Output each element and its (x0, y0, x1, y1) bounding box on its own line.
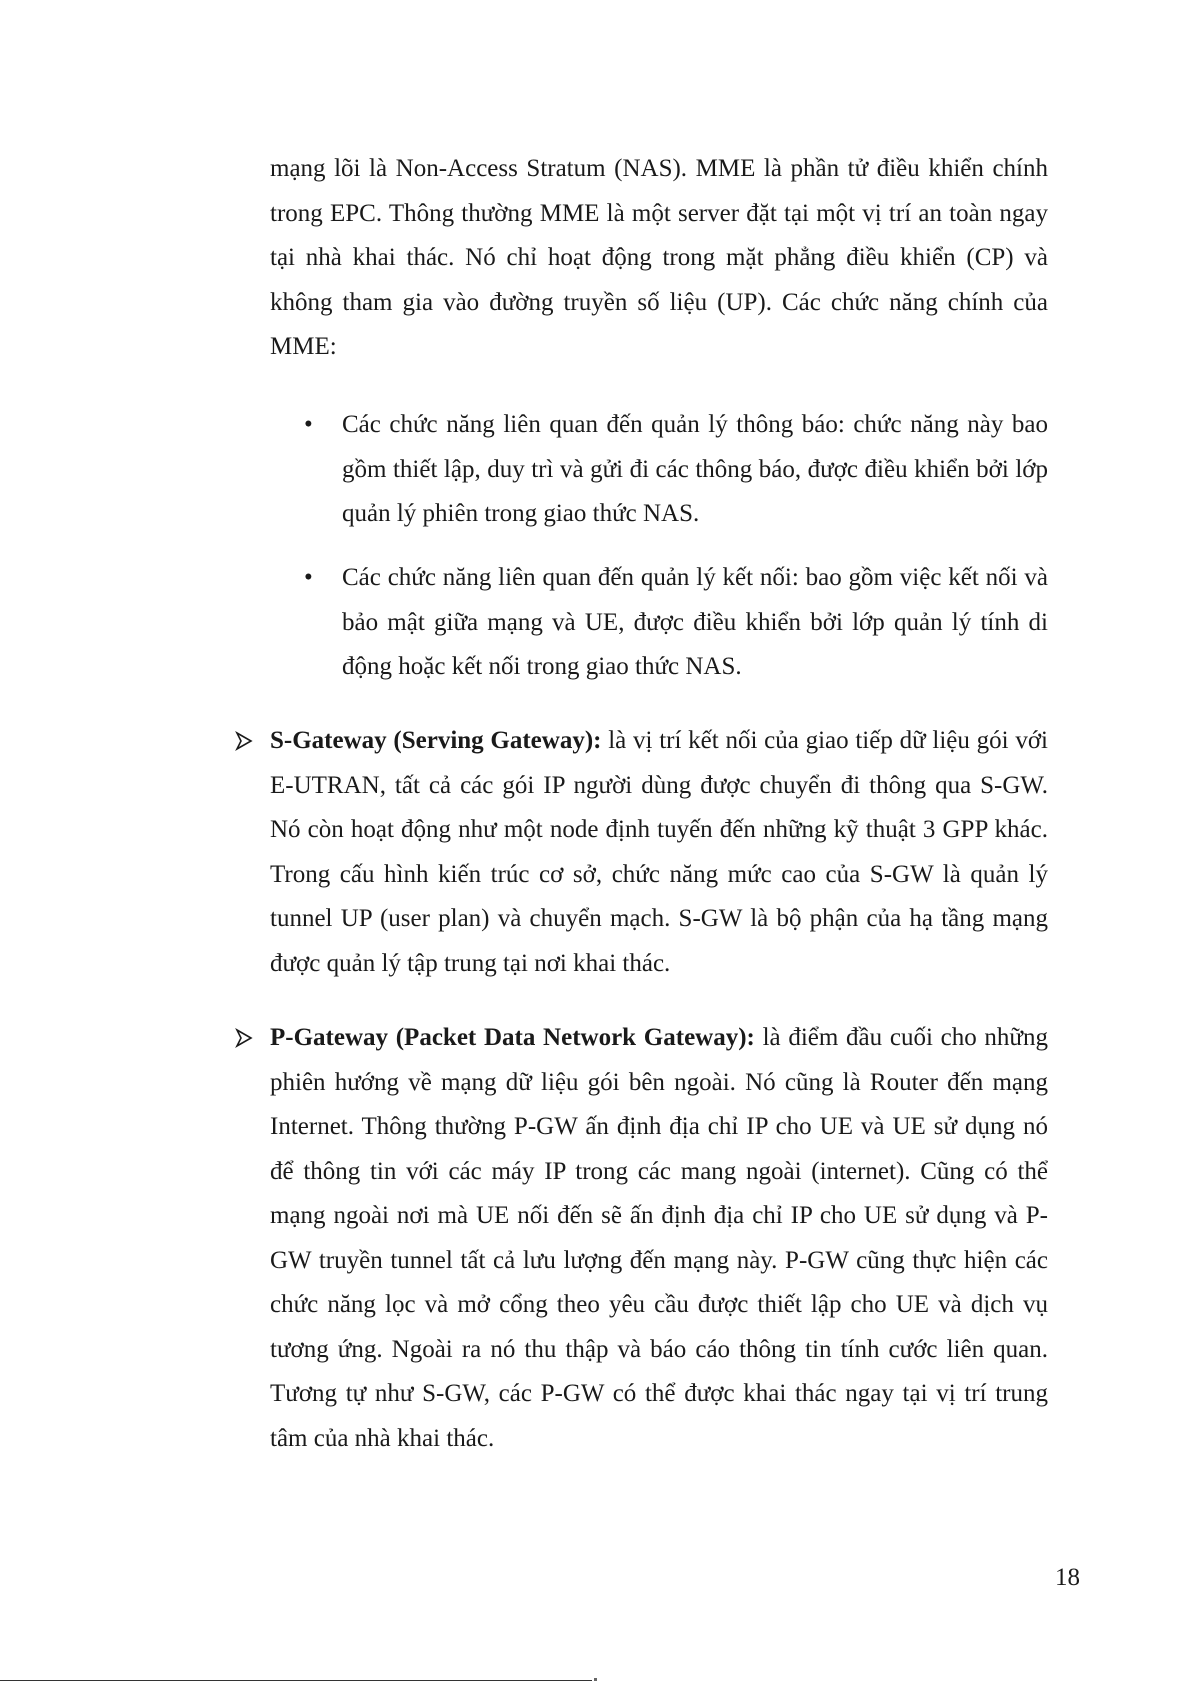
bullet-dot-icon: • (304, 564, 313, 591)
bullet-dot-icon: • (304, 411, 313, 438)
arrow-bullet-icon (232, 1016, 258, 1061)
pgateway-description: là điểm đầu cuối cho những phiên hướng về mạng dữ liệu gói bên ngoài. Nó cũng là Router đến mạng Internet. Thông thường P-GW ấn định địa chỉ IP cho UE và UE sử dụng nó để thông tin với các máy IP trong các mang ngoài (internet). Cũng có thể mạng ngoài nơi mà UE nối đến sẽ ấn định địa chỉ IP cho UE sử dụng và P-GW truyền tunnel tất cả lưu lượng đến mạng này. P-GW cũng thực hiện các chức năng lọc và mở cổng theo yêu cầu được thiết lập cho UE và dịch vụ tương ứng. Ngoài ra nó thu thập và báo cáo thông tin tính cước liên quan. Tương tự như S-GW, các P-GW có thể được khai thác ngay tại vị trí trung tâm của nhà khai thác. (270, 1024, 1048, 1452)
pgateway-term: P-Gateway (Packet Data Network Gateway): (270, 1024, 755, 1051)
footer-mark (594, 1678, 597, 1681)
bullet-item-notification-management: Các chức năng liên quan đến quản lý thông báo: chức năng này bao gồm thiết lập, duy trì và gửi đi các thông báo, được điều khiển bởi lớp quản lý phiên trong giao thức NAS. (342, 411, 1048, 527)
arrow-bullet-icon (232, 719, 258, 764)
sgateway-description: là vị trí kết nối của giao tiếp dữ liệu gói với E-UTRAN, tất cả các gói IP người dùng được chuyển đi thông qua S-GW. Nó còn hoạt động như một node định tuyến đến những kỹ thuật 3 GPP khác. Trong cấu hình kiến trúc cơ sở, chức năng mức cao của S-GW là quản lý tunnel UP (user plan) và chuyển mạch. S-GW là bộ phận của hạ tầng mạng được quản lý tập trung tại nơi khai thác. (270, 727, 1048, 977)
pgateway-paragraph (270, 1016, 1048, 1461)
page-number: 18 (1055, 1564, 1080, 1591)
sgateway-term: S-Gateway (Serving Gateway): (270, 727, 602, 754)
footer-divider (0, 1680, 592, 1681)
sgateway-paragraph (270, 719, 1048, 986)
bullet-item-connection-management: Các chức năng liên quan đến quản lý kết nối: bao gồm việc kết nối và bảo mật giữa mạng và UE, được điều khiển bởi lớp quản lý tính di động hoặc kết nối trong giao thức NAS. (342, 564, 1048, 680)
intro-paragraph: mạng lõi là Non-Access Stratum (NAS). MME là phần tử điều khiển chính trong EPC. Thông thường MME là một server đặt tại một vị trí an toàn ngay tại nhà khai thác. Nó chỉ hoạt động trong mặt phẳng điều khiển (CP) và không tham gia vào đường truyền số liệu (UP). Các chức năng chính của MME: (270, 155, 1048, 360)
